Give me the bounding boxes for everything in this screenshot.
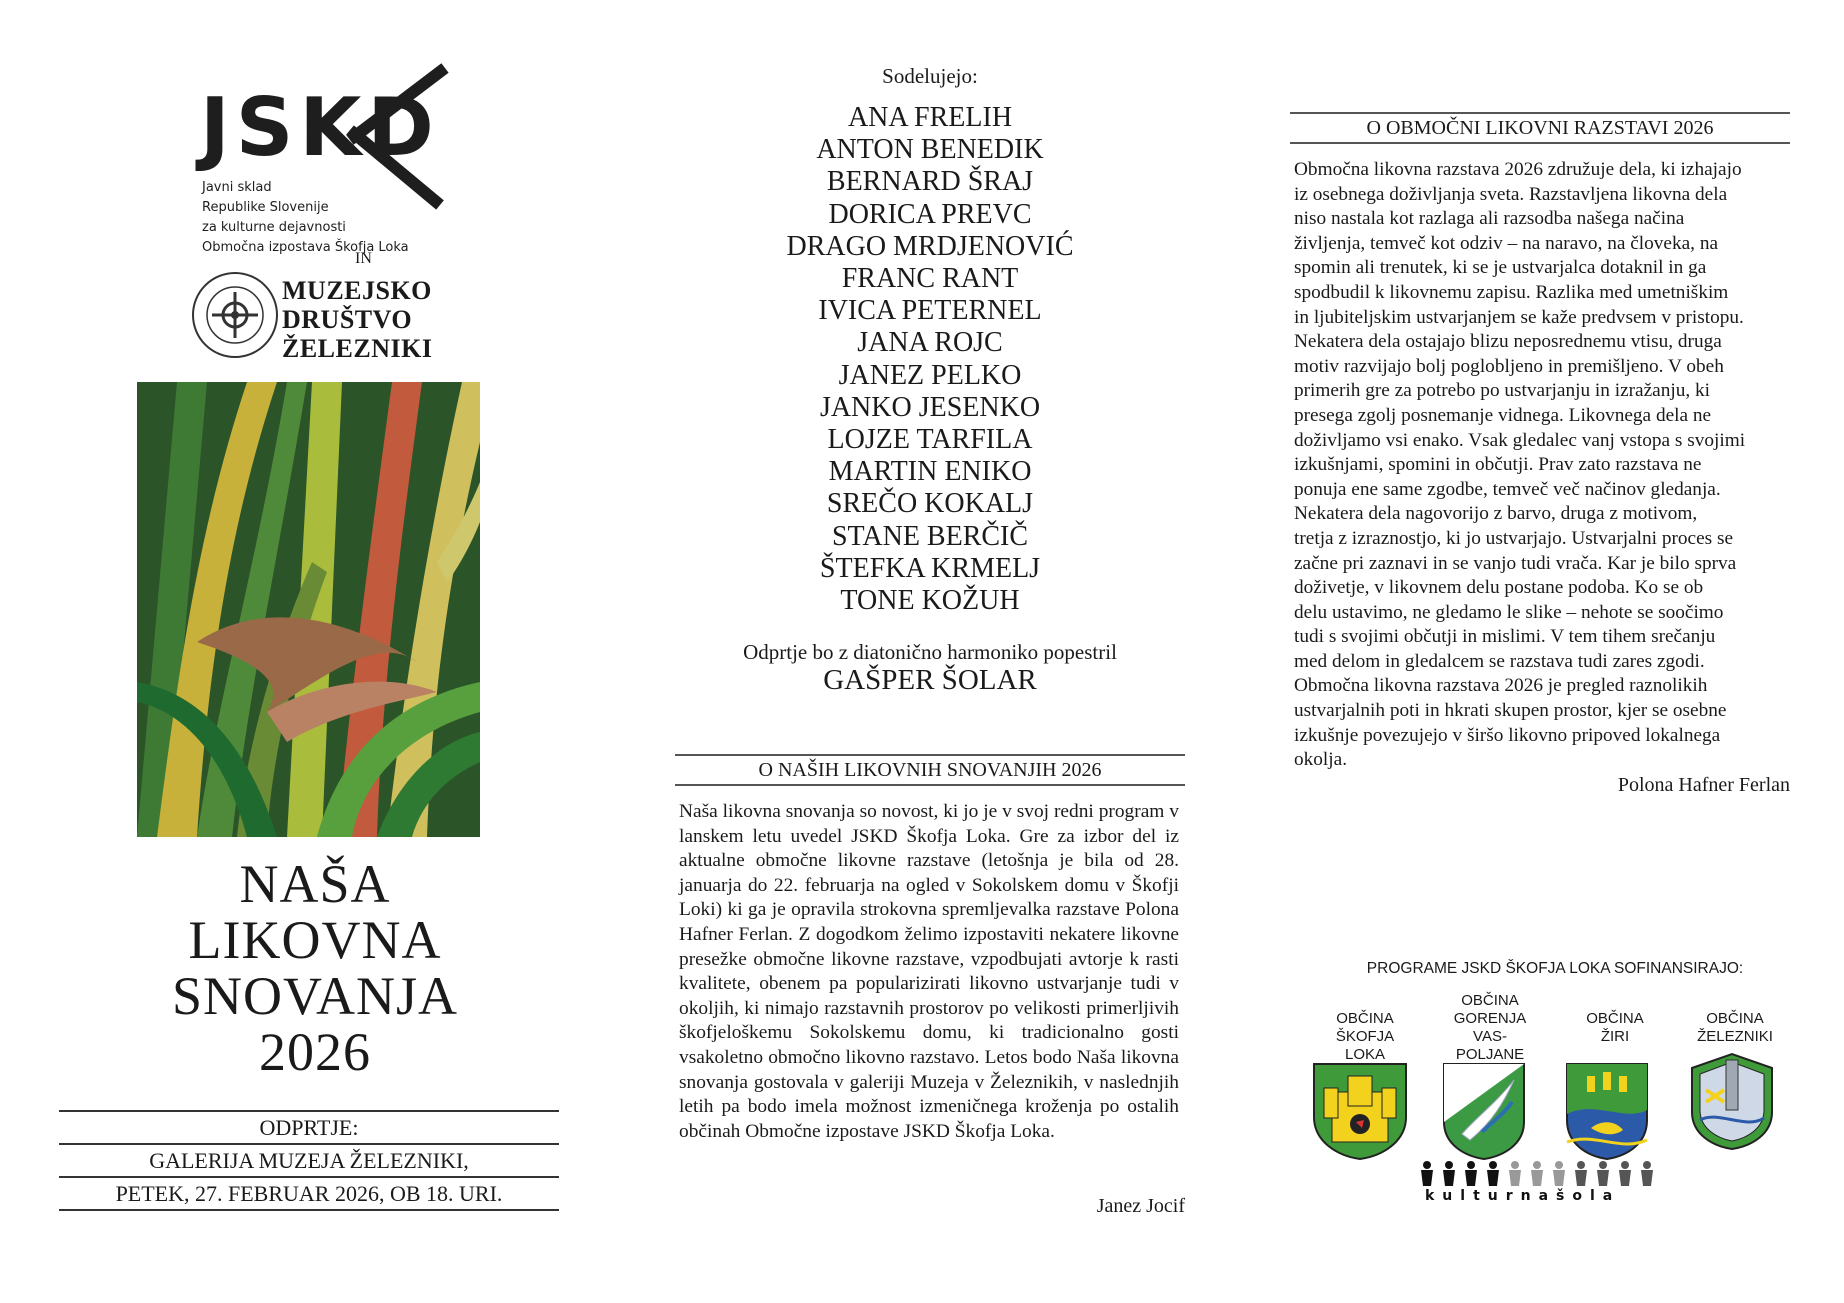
muzejsko-drustvo-logo <box>190 270 490 363</box>
opening-info <box>59 1110 559 1211</box>
text-line: spodbudil k likovnemu zapisu. Razlika med umetniškim <box>1294 281 1729 303</box>
kulturna-sola-logo <box>1415 1160 1675 1210</box>
participant-name: DRAGO MRDJENOVIĆ <box>786 230 1074 262</box>
participant-name: MARTIN ENIKO <box>828 456 1032 488</box>
municipality-zelezniki <box>1680 1010 1790 1046</box>
opening-venue: GALERIJA MUZEJA ŽELEZNIKI, <box>59 1143 559 1176</box>
gorenja-vas-crest-icon <box>1442 1062 1526 1160</box>
mdz-line: MUZEJSKO <box>282 276 432 305</box>
jskd-subtitle <box>202 178 409 258</box>
sponsors-label: PROGRAME JSKD ŠKOFJA LOKA SOFINANSIRAJO: <box>1366 960 1744 977</box>
people-chain-icon <box>1415 1160 1675 1188</box>
text-line: iz osebnega doživljanja sveta. Razstavljena likovna dela <box>1294 183 1728 205</box>
music-label: Odprtje bo z diatonično harmoniko popestril <box>743 640 1117 664</box>
text-line: okolja. <box>1294 749 1348 771</box>
museum-seal-icon <box>190 270 280 360</box>
mun-line: ŽIRI <box>1600 1028 1630 1045</box>
leaves-painting <box>137 382 480 837</box>
section-heading-snovanja: O NAŠIH LIKOVNIH SNOVANJIH 2026 <box>675 754 1185 786</box>
jskd-line: Javni sklad <box>202 180 272 195</box>
text-line: tretja z izraznostjo, ki jo ustvarjajo. Ustvarjalni proces se <box>1294 527 1734 549</box>
mdz-line: DRUŠTVO <box>282 305 413 334</box>
mun-line: OBČINA <box>1706 1010 1764 1027</box>
participant-name: DORICA PREVC <box>828 198 1032 230</box>
mun-line: ŽELEZNIKI <box>1697 1028 1773 1045</box>
jskd-line: Območna izpostava Škofja Loka <box>202 240 409 255</box>
section-body-razstava <box>1294 158 1790 773</box>
participant-name: ANTON BENEDIK <box>816 134 1044 166</box>
mun-line: LOKA <box>1344 1046 1386 1063</box>
participant-name: JANEZ PELKO <box>838 359 1022 391</box>
text-line: delu ustavimo, ne gledamo le slike – nehote se soočimo <box>1294 601 1724 623</box>
page-title <box>55 856 575 1080</box>
mdz-line: ŽELEZNIKI <box>282 334 433 363</box>
title-line: LIKOVNA <box>188 910 442 970</box>
text-line: tudi s svojimi občutji in mislimi. V tem tihem srečanju <box>1294 626 1716 648</box>
opening-date: PETEK, 27. FEBRUAR 2026, OB 18. URI. <box>59 1176 559 1211</box>
text-line: motiv razvijajo bolj poglobljeno in premišljeno. V obeh <box>1294 355 1724 377</box>
participant-name: LOJZE TARFILA <box>827 424 1033 456</box>
participants-label: Sodelujejo: <box>882 64 978 88</box>
text-line: Območna likovna razstava 2026 združuje dela, ki izhajajo <box>1294 159 1742 180</box>
participant-name: TONE KOŽUH <box>840 585 1020 617</box>
zelezniki-crest-icon <box>1688 1050 1776 1150</box>
participants-list <box>675 102 1185 617</box>
mdz-text <box>282 276 432 363</box>
participant-name: STANE BERČIČ <box>831 520 1029 552</box>
participant-name: ANA FRELIH <box>847 102 1013 133</box>
mun-line: POLJANE <box>1455 1046 1525 1063</box>
jskd-line: za kulturne dejavnosti <box>202 220 346 235</box>
participant-name: BERNARD ŠRAJ <box>826 166 1034 198</box>
text-line: Nekatera dela nagovorijo z barvo, druga z motivom, <box>1294 503 1698 525</box>
title-line: NAŠA <box>239 854 391 914</box>
text-line: med delom in gledalcem se razstava tudi zares zgodi. <box>1294 650 1705 672</box>
text-line: presega zgolj posnemanje vidnega. Likovnega dela ne <box>1294 404 1712 426</box>
painting-image <box>137 382 480 837</box>
mun-line: VAS- <box>1473 1028 1507 1045</box>
kulturna-sola-text: kulturnašola <box>1425 1188 1621 1204</box>
mun-line: ŠKOFJA <box>1335 1028 1395 1045</box>
text-line: ponuja ene same zgodbe, temveč več načinov gledanja. <box>1294 478 1721 500</box>
text-line: niso nastala kot razlaga ali razsodba našega načina <box>1294 208 1685 230</box>
municipality-ziri <box>1560 1010 1670 1046</box>
participant-name: IVICA PETERNEL <box>818 295 1042 327</box>
mun-line: OBČINA <box>1336 1010 1394 1027</box>
municipality-skofja-loka <box>1310 1010 1420 1064</box>
ziri-crest-icon <box>1565 1062 1649 1160</box>
musician-name: GAŠPER ŠOLAR <box>823 664 1037 696</box>
jskd-logo <box>200 60 480 260</box>
jskd-line: Republike Slovenije <box>202 200 329 215</box>
participant-name: FRANC RANT <box>841 263 1019 295</box>
signature-jocif: Janez Jocif <box>1096 1195 1185 1217</box>
text-line: izkušnje povezujejo v širšo likovno pripoved lokalnega <box>1294 724 1721 746</box>
text-line: Nekatera dela ostajajo blizu neposrednemu vtisu, druga <box>1294 331 1722 353</box>
text-line: spomin ali trenutek, ki se je ustvarjalca dotaknil in ga <box>1294 257 1707 279</box>
text-line: izkušnjami, spomini in občutji. Prav zato razstava ne <box>1294 454 1702 476</box>
opening-label: ODPRTJE: <box>59 1110 559 1143</box>
participant-name: JANKO JESENKO <box>819 391 1041 423</box>
text-line: doživljamo vsi enako. Vsak gledalec vanj vstopa s svojimi <box>1294 429 1746 451</box>
text-line: začne pri zaznavi in se vanjo tudi vrača. Kar je bilo sprva <box>1294 552 1737 574</box>
in-word: IN <box>355 250 372 267</box>
text-line: življenja, temveč kot odziv – na naravo, na človeka, na <box>1294 232 1719 254</box>
participant-name: ŠTEFKA KRMELJ <box>819 552 1041 584</box>
mun-line: OBČINA <box>1586 1010 1644 1027</box>
title-line: 2026 <box>259 1022 371 1082</box>
text-line: in ljubiteljskim ustvarjanjem se kaže predvsem v pristopu. <box>1294 306 1744 328</box>
skofja-loka-crest-icon <box>1312 1062 1408 1160</box>
text-line: doživetje, v likovnem delu postane podoba. Ko se ob <box>1294 577 1704 599</box>
participant-name: SREČO KOKALJ <box>826 488 1034 520</box>
mun-line: OBČINA <box>1461 992 1519 1009</box>
municipality-gorenja-vas <box>1435 992 1545 1064</box>
title-line: SNOVANJA <box>171 966 459 1026</box>
jskd-letters: JSKD <box>200 81 440 174</box>
signature-ferlan: Polona Hafner Ferlan <box>1617 774 1790 796</box>
text-line: ustvarjalnih poti in hkrati skupen prostor, kjer se osebne <box>1294 700 1727 722</box>
participant-name: JANA ROJC <box>857 327 1003 359</box>
text-line: primerih gre za potrebo po ustvarjanju in izražanju, ki <box>1294 380 1711 402</box>
mun-line: GORENJA <box>1453 1010 1527 1027</box>
text-line: Območna likovna razstava 2026 je pregled raznolikih <box>1294 675 1708 697</box>
section-body-snovanja: Naša likovna snovanja so novost, ki jo je v svoj redni program v lanskem letu uvedel JSKD Škofja Loka. Gre za izbor del iz aktualne območne likovne razstave (letošnja je bila od 28. januarja do 22. februarja na ogled v Sokolskem domu v Škofji Loki) ki ga je opravila strokovna spremljevalka razstave Polona Hafner Ferlan. Z dogodkom želimo izpostaviti nekatere likovne presežke območne likovne razstave, vzpodbujati avtorje k rasti kvalitete, obenem pa popularizirati likovno ustvarjanje tudi v okoljih, ki nimajo razstavnih prostorov po velikosti primerljivih škofjeloškemu Sokolskemu domu, ki tradicionalno gosti vsakoletno območno likovno razstavo. Letos bodo Naša likovna snovanja gostovala v galeriji Muzeja v Železnikih, v naslednjih letih pa bodo imela možnost izmeničnega kroženja po ostalih občinah Območne izpostave JSKD Škofja Loka. <box>679 801 1179 1142</box>
section-heading-razstava: O OBMOČNI LIKOVNI RAZSTAVI 2026 <box>1290 112 1790 144</box>
